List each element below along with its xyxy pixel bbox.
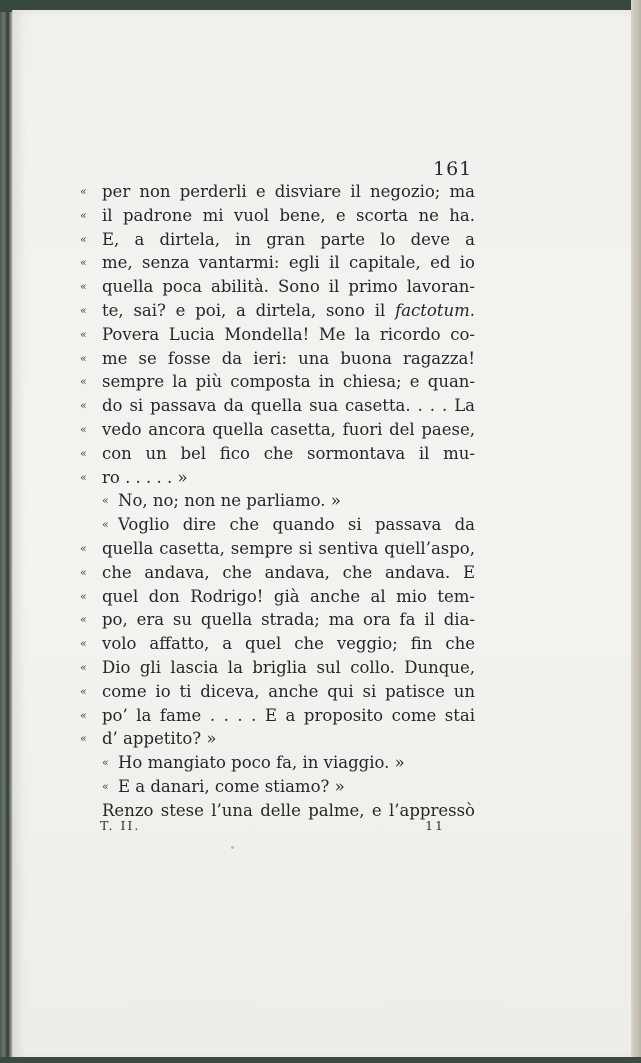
text-line: « me se fosse da ieri: una buona ragazza! — [80, 347, 475, 371]
text-line: « con un bel fico che sormontava il mu- — [80, 442, 475, 466]
text-line: « vedo ancora quella casetta, fuori del paese, — [80, 418, 475, 442]
guillemet: « — [80, 256, 87, 270]
text-line: « do si passava da quella sua casetta. . . . La — [80, 394, 475, 418]
text-line: « po, era su quella strada; ma ora fa il dia- — [80, 608, 475, 632]
italic-word: factotum. — [395, 300, 475, 320]
gathering-signature: 11 — [425, 818, 445, 833]
volume-signature: T. II. — [100, 818, 141, 833]
text-line: « il padrone mi vuol bene, e scorta ne ha. — [80, 204, 475, 228]
guillemet: « — [80, 708, 87, 722]
guillemet: « — [80, 351, 87, 365]
text-line: « Dio gli lascia la briglia sul collo. Dunque, — [80, 656, 475, 680]
guillemet: « — [80, 303, 87, 317]
guillemet: « — [80, 422, 87, 436]
paper-speck — [231, 846, 234, 849]
guillemet: « — [80, 684, 87, 698]
guillemet: « — [80, 446, 87, 460]
guillemet: « — [80, 613, 87, 627]
text-line: « volo affatto, a quel che veggio; fin che — [80, 632, 475, 656]
guillemet: « — [80, 589, 87, 603]
text-line: « per non perderli e disviare il negozio; ma — [80, 180, 475, 204]
guillemet: « — [80, 565, 87, 579]
guillemet: « — [80, 375, 87, 389]
text-line: « Ho mangiato poco fa, in viaggio. » — [80, 751, 475, 775]
text-line: « po’ la fame . . . . E a proposito come stai — [80, 704, 475, 728]
guillemet: « — [80, 208, 87, 222]
guillemet: « — [80, 399, 87, 413]
guillemet: « — [80, 280, 87, 294]
text-line: « che andava, che andava, che andava. E — [80, 561, 475, 585]
page-edge — [631, 0, 641, 1063]
text-line: « No, no; non ne parliamo. » — [80, 489, 475, 513]
guillemet: « — [80, 660, 87, 674]
body-text — [80, 180, 475, 823]
guillemet: « — [80, 732, 87, 746]
text-line: « quella casetta, sempre si sentiva quell’aspo, — [80, 537, 475, 561]
text-line: « quella poca abilità. Sono il primo lavoran- — [80, 275, 475, 299]
text-line: Renzo stese l’una delle palme, e l’appressò — [102, 800, 475, 820]
bottom-binding-band — [0, 1057, 641, 1063]
text-line: « come io ti diceva, anche qui si patisce un — [80, 680, 475, 704]
text-line: « E, a dirtela, in gran parte lo deve a — [80, 228, 475, 252]
guillemet: « — [102, 494, 109, 508]
guillemet: « — [102, 756, 109, 770]
text-line: « me, senza vantarmi: egli il capitale, ed io — [80, 251, 475, 275]
text-line: « te, sai? e poi, a dirtela, sono il factotum. — [80, 299, 475, 323]
text-line: « ro . . . . . » — [80, 466, 475, 490]
guillemet: « — [102, 518, 109, 532]
guillemet: « — [80, 232, 87, 246]
text-line: « Voglio dire che quando si passava da — [80, 513, 475, 537]
guillemet: « — [80, 637, 87, 651]
guillemet: « — [80, 185, 87, 198]
text-line: « quel don Rodrigo! già anche al mio tem- — [80, 585, 475, 609]
guillemet: « — [102, 779, 109, 793]
guillemet: « — [80, 541, 87, 555]
text-line: « d’ appetito? » — [80, 727, 475, 751]
guillemet: « — [80, 327, 87, 341]
text-line: « sempre la più composta in chiesa; e quan- — [80, 370, 475, 394]
guillemet: « — [80, 470, 87, 484]
text-line: « Povera Lucia Mondella! Me la ricordo co- — [80, 323, 475, 347]
page-number: 161 — [433, 158, 473, 180]
text-line: « E a danari, come stiamo? » — [80, 775, 475, 799]
